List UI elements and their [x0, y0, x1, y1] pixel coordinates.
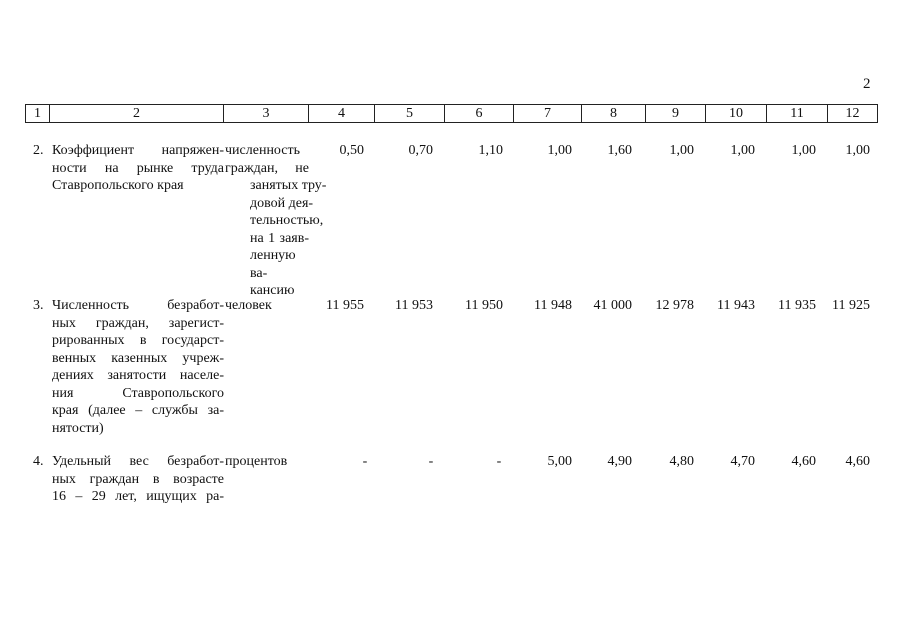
value-col-5: 0,70	[408, 143, 433, 158]
value-col-4: 0,50	[339, 143, 364, 158]
value-col-8: 4,90	[607, 454, 632, 469]
column-number-header	[25, 104, 878, 123]
unit-line: кансию	[250, 283, 295, 298]
header-col-8: 8	[582, 105, 646, 123]
value-col-10: 11 943	[717, 298, 755, 313]
header-col-2: 2	[50, 105, 224, 123]
indicator-line: Коэффициент напряжен-	[52, 143, 224, 158]
value-col-11: 4,60	[791, 454, 816, 469]
unit-of-measure	[225, 453, 309, 471]
indicator-line: ных граждан в возрасте	[52, 471, 224, 487]
row-number: 2.	[33, 143, 44, 158]
header-col-11: 11	[767, 105, 828, 123]
unit-line: занятых тру-	[250, 178, 327, 193]
value-col-4: -	[362, 454, 368, 469]
value-col-5: 11 953	[395, 298, 433, 313]
indicator-line: Ставропольского края	[52, 178, 184, 193]
indicator-name	[52, 453, 224, 506]
unit-line: процентов	[225, 454, 288, 469]
value-col-11: 11 935	[778, 298, 816, 313]
unit-line: граждан, не	[225, 160, 309, 176]
header-col-4: 4	[309, 105, 375, 123]
value-col-7: 11 948	[534, 298, 572, 313]
indicator-line: нятости)	[52, 420, 104, 436]
indicator-line: Удельный вес безработ-	[52, 454, 224, 469]
indicator-line: дениях занятости населе-	[52, 368, 224, 383]
header-col-1: 1	[26, 105, 50, 123]
indicator-line: ния Ставропольского	[52, 385, 224, 401]
value-col-4: 11 955	[326, 298, 364, 313]
row-number: 4.	[33, 454, 44, 469]
value-col-10: 4,70	[730, 454, 755, 469]
row-number: 3.	[33, 298, 44, 313]
unit-line: на 1 заяв-	[250, 230, 309, 246]
unit-line: довой дея-	[250, 195, 314, 211]
value-col-7: 5,00	[547, 454, 572, 469]
value-col-6: -	[496, 454, 502, 469]
value-col-9: 12 978	[655, 298, 694, 313]
value-col-6: 11 950	[465, 298, 503, 313]
header-col-5: 5	[375, 105, 445, 123]
unit-line: ленную ва-	[250, 248, 296, 281]
value-col-12: 4,60	[845, 454, 870, 469]
indicator-line: 16 – 29 лет, ищущих ра-	[52, 489, 224, 504]
indicator-name	[52, 297, 224, 437]
value-col-8: 1,60	[607, 143, 632, 158]
value-col-8: 41 000	[593, 298, 632, 313]
unit-of-measure	[225, 142, 327, 300]
value-col-7: 1,00	[547, 143, 572, 158]
indicator-line: ных граждан, зарегист-	[52, 315, 224, 331]
value-col-5: -	[428, 454, 434, 469]
value-col-12: 11 925	[832, 298, 870, 313]
indicator-line: ности на рынке труда	[52, 160, 224, 176]
indicator-line: рированных в государст-	[52, 333, 224, 348]
value-col-11: 1,00	[791, 143, 816, 158]
indicator-line: венных казенных учреж-	[52, 350, 224, 366]
value-col-9: 4,80	[669, 454, 694, 469]
indicator-line: края (далее – службы за-	[52, 403, 224, 418]
header-col-10: 10	[706, 105, 767, 123]
header-col-3: 3	[224, 105, 309, 123]
header-col-7: 7	[514, 105, 582, 123]
unit-line: тельностью,	[250, 213, 324, 228]
header-col-6: 6	[445, 105, 514, 123]
value-col-9: 1,00	[669, 143, 694, 158]
indicator-line: Численность безработ-	[52, 298, 224, 313]
value-col-6: 1,10	[478, 143, 503, 158]
page-number: 2	[863, 76, 871, 92]
value-col-10: 1,00	[730, 143, 755, 158]
unit-line: человек	[225, 298, 272, 313]
header-col-9: 9	[646, 105, 706, 123]
value-col-12: 1,00	[845, 143, 870, 158]
unit-of-measure	[225, 297, 309, 315]
unit-line: численность	[225, 143, 300, 158]
header-col-12: 12	[828, 105, 878, 123]
indicator-name	[52, 142, 224, 195]
